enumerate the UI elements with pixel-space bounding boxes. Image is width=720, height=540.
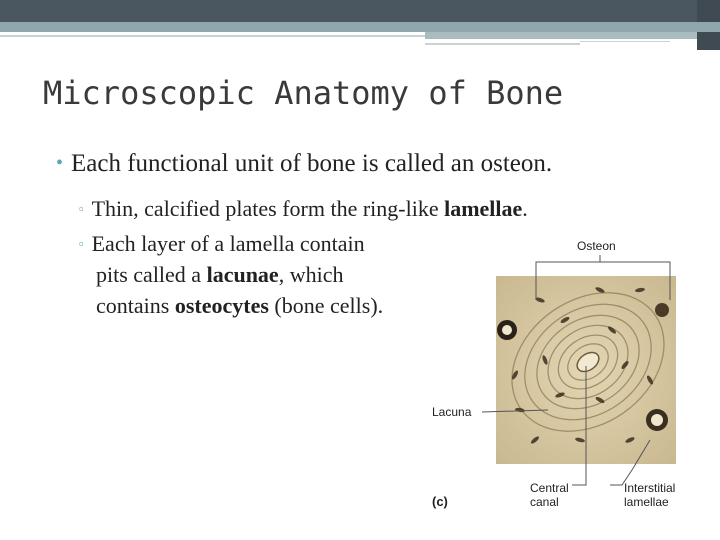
label-lacuna: Lacuna bbox=[432, 405, 472, 419]
sub-bullet-end: . bbox=[522, 196, 528, 221]
sub-bullet-text: Each layer of a lamella contain bbox=[91, 231, 365, 256]
osteon-bracket bbox=[536, 255, 670, 300]
sub-bullet-text: contains bbox=[96, 293, 175, 318]
square-bullet-icon: ▫ bbox=[79, 201, 84, 216]
header-bar bbox=[0, 0, 720, 22]
header-rule bbox=[425, 43, 580, 45]
square-bullet-icon: ▫ bbox=[79, 236, 84, 251]
bullet-item bbox=[56, 150, 552, 178]
interstitial-leader-line bbox=[610, 470, 632, 485]
label-central: Central bbox=[530, 481, 569, 495]
sub-bullet-text: Thin, calcified plates form the ring-like bbox=[91, 196, 445, 221]
bullet-text: Each functional unit of bone is called an osteon. bbox=[71, 150, 553, 177]
lacuna-leader-line bbox=[482, 410, 548, 412]
sub-bullet-text: (bone cells). bbox=[268, 293, 384, 318]
label-osteon: Osteon bbox=[577, 239, 616, 253]
label-interstitial: Interstitial bbox=[624, 481, 676, 495]
sub-bullet-item bbox=[79, 193, 528, 224]
term-lacunae: lacunae bbox=[206, 262, 279, 287]
header-accent-bar bbox=[0, 22, 720, 32]
panel-label: (c) bbox=[432, 494, 448, 509]
central-canal-leader-line bbox=[572, 366, 586, 485]
bone-tissue-photo bbox=[485, 264, 690, 464]
term-osteocytes: osteocytes bbox=[174, 293, 269, 318]
term-lamellae: lamellae bbox=[444, 196, 523, 221]
header-rule bbox=[0, 35, 425, 37]
sub-bullet-item bbox=[79, 228, 383, 321]
slide-title: Microscopic Anatomy of Bone bbox=[43, 74, 564, 112]
label-lamellae: lamellae bbox=[624, 495, 669, 509]
sub-bullet-text: pits called a bbox=[96, 262, 207, 287]
sub-bullet-text: , which bbox=[278, 262, 344, 287]
header-accent-bar-right bbox=[425, 32, 697, 39]
bullet-dot-icon: • bbox=[56, 152, 64, 174]
label-canal: canal bbox=[530, 495, 559, 509]
header-rule bbox=[580, 41, 670, 42]
